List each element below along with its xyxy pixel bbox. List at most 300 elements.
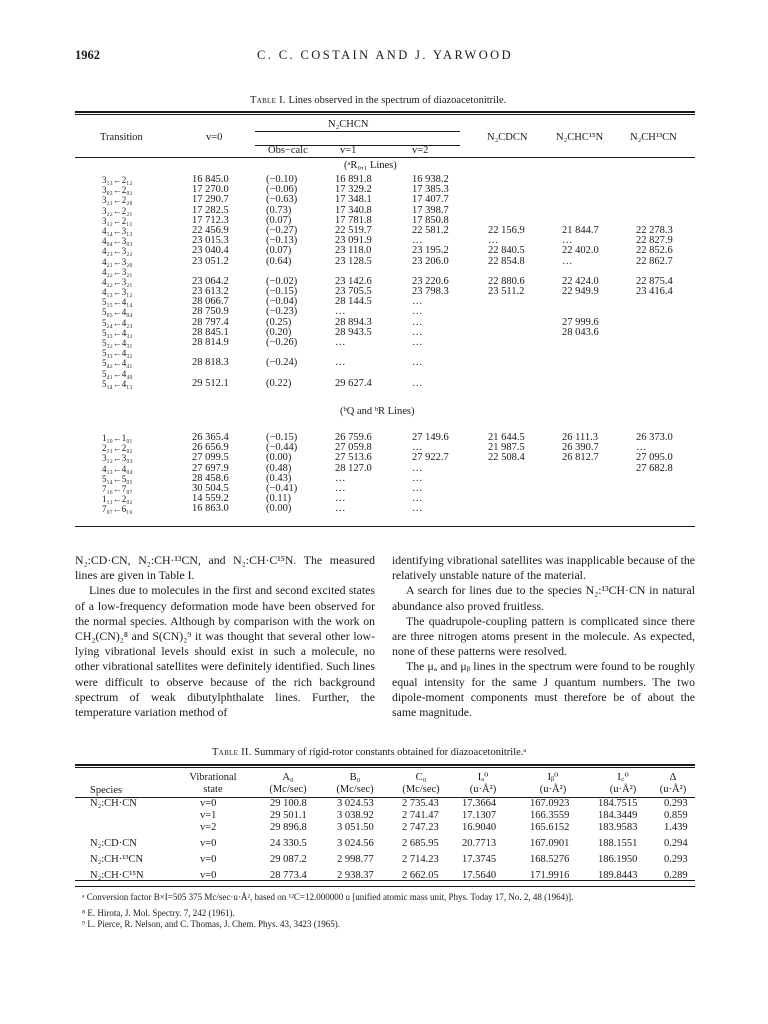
table1-cell: 5₁₄←5₀₅ [102,473,133,484]
table1-cell: 5₁₅←4₁₄ [102,297,133,308]
table1-cell: 27 922.7 [412,452,449,464]
table1-cell: 4₂₁←3₂₀ [102,256,133,267]
table1-cell: 23 142.6 [335,275,372,287]
table1-cell: 3₂₂←2₂₁ [102,205,133,216]
table1-cell: 17 407.7 [412,194,449,206]
table1-cell: 27 513.6 [335,452,372,464]
table2-cell-ia: 17.1307 [462,810,497,821]
table2-header-a0: A₀ (Mc/sec) [269,772,307,795]
body-left-para-1: N₂:CD·CN, N₂:CH·¹³CN, and N₂:CH·C¹⁵N. The measured lines are given in Table I. [75,553,375,583]
page-header [75,48,695,64]
table1-cell [636,379,673,389]
table2-cell-species: N₂:CH·¹³CN [90,854,144,865]
table1-cell: 17 398.7 [412,204,449,216]
table1-col-v2-b [412,433,449,515]
table1-cell: 3₂₁←2₂₀ [102,195,133,206]
table2-caption [212,747,526,758]
table2-cell-b0: 2 938.37 [337,870,374,881]
table2-cell-ic: 186.1950 [598,854,638,865]
table1-group-rule [255,131,460,132]
table1-cell: 23 064.2 [192,275,229,287]
table1-cell: 22 424.0 [562,275,599,287]
table1-cell: … [412,306,423,318]
table1-cell: 17 282.5 [192,204,229,216]
table1-cell [636,175,673,185]
table1-cell: 22 519.7 [335,224,372,236]
table2-cell-delta: 0.289 [664,870,688,881]
table1-cell: (−0.04) [266,296,298,308]
table2-footnote-a: ᵃ Conversion factor B×I=505 375 Mc/sec·u·Å², based on ¹²C=12.000000 u [unified atomic mass unit, Phys. Today 17, No. 2, 48 (1964)]. [82,892,574,902]
table1-cell [636,318,673,328]
table2-cell-species: N₂:CH·CN [90,798,137,809]
table1-col-transition-b [102,433,133,515]
table1-col-n2cdcn-b [488,433,525,515]
table2-cell-a0: 29 896.8 [270,822,307,833]
table1-col-n2cdcn-a [488,175,525,389]
table2-cell-ia: 17.3745 [462,854,497,865]
table1-cell [562,348,599,358]
table1-cell [636,195,673,205]
table1-cell: … [412,357,423,369]
table1-cell [488,504,525,514]
table2-cell-b0: 3 024.53 [337,798,374,809]
table1-cell: (−0.63) [266,194,298,206]
table2-label: Table II. [212,747,252,758]
table2-cell-vib: v=1 [200,810,217,821]
table2-cell-ic: 184.7515 [598,798,638,809]
table1-cell [562,338,599,348]
table2-cell-delta: 0.859 [664,810,688,821]
table2-cell-ib: 167.0901 [530,838,570,849]
table1-cell: 27 149.6 [412,432,449,443]
body-left-para-2: Lines due to molecules in the first and second excited states of a low-frequency deformation mode have been observed for the normal species. Although by comparison with the work on CH₂(CN)₂⁸ and S(CN)₂⁹ it was thought that several other low-lying vibrational levels should exist in such a molecule, no other vibrational satellites were definitely identified. Such lines were difficult to observe because of the rich background spectrum of weak dibutylphthalate lines. Further, the temperature variation method of [75,583,375,720]
table1-col-v0-b [192,433,229,515]
table2-header-vib: Vibrational state [189,772,237,795]
table1-cell: 28 127.0 [335,462,372,474]
table1-col-transition-a [102,175,133,389]
table1-cell: 27 059.8 [335,442,372,454]
table1-cell: 3₁₃←2₁₂ [102,175,133,185]
footnote-9: ⁹ L. Pierce, R. Nelson, and C. Thomas, J. Chem. Phys. 43, 3423 (1965). [82,919,340,929]
table1-cell: 21 844.7 [562,224,599,236]
table1-top-rule [75,111,695,113]
table1-cell: (0.43) [266,472,292,484]
table2-cell-c0: 2 747.23 [402,822,439,833]
table1-cell: 1₁₀←1₀₁ [102,433,133,443]
table1-cell: … [562,255,573,267]
body-right-para-2: A search for lines due to the species N₂:¹³CH·CN in natural abundance also proved fruitless. [392,583,695,613]
table1-cell [488,484,525,494]
table1-cell: 23 613.2 [192,286,229,298]
table1-cell [562,494,599,504]
table2-header-ia: Iₐ⁰ (u·Å²) [469,772,497,795]
table1-cell [488,369,525,379]
table2-header-ic: I꜀⁰ (u·Å²) [609,772,637,795]
table1-col-n2chc15n-b [562,433,599,515]
table2-cell-c0: 2 714.23 [402,854,439,865]
table1-cell: 21 644.5 [488,432,525,443]
table1-cell: 4₂₃←3₂₂ [102,246,133,257]
table1-cell: 4₁₄←3₁₃ [102,225,133,236]
table1-cell: 16 938.2 [412,174,449,185]
table1-cell: (0.00) [266,503,292,515]
table1-cell: 5₃₂←4₃₁ [102,338,133,348]
table2-cell-ic: 184.3449 [598,810,638,821]
table1-cell: … [335,337,346,348]
table1-cell [562,484,599,494]
table1-cell: (0.07) [266,214,292,226]
table1-cell: 23 091.9 [335,235,372,247]
table2-cell-vib: v=0 [200,838,217,849]
table2-header-species: Species [90,785,123,796]
table1-cell: 28 943.5 [335,326,372,338]
table1-cell: … [412,296,423,308]
table1-cell [488,464,525,474]
body-right-para-1: identifying vibrational satellites was inapplicable because of the relatively unstable nature of the material. [392,553,695,583]
table1-cell: 27 099.5 [192,452,229,464]
table1-cell: (−0.41) [266,482,298,494]
table1-cell: … [412,472,423,484]
table2-cell-vib: v=0 [200,870,217,881]
table2-cell-delta: 0.293 [664,854,688,865]
table1-col-n2c13hcn-b [636,433,673,515]
table1-cell [636,297,673,307]
table1-header-v2: v=2 [412,145,429,156]
table1-top-rule-2 [75,114,695,115]
table2-cell-b0: 3 051.50 [337,822,374,833]
table1-cell [562,464,599,474]
table1-cell: (−0.24) [266,357,298,369]
body-right-para-3: The quadrupole-coupling pattern is complicated since there are three nitrogen atoms present in the molecule. As expected, none of these patterns were resolved. [392,613,695,659]
table1-cell: … [412,482,423,494]
table2-cell-b0: 2 998.77 [337,854,374,865]
table1-header-v0: v=0 [206,132,223,143]
table1-cell: (−0.15) [266,432,298,443]
table1-cell [636,338,673,348]
table1-cell: 7₀₇←6₁₆ [102,504,133,515]
table1-cell [636,369,673,379]
table2-cell-a0: 29 100.8 [270,798,307,809]
table1-cell: 5₁₄←4₁₃ [102,378,133,389]
table1-cell: (0.22) [266,377,292,389]
table1-cell: 27 999.6 [562,316,599,328]
table1-cell: (0.20) [266,326,292,338]
table1-cell [562,175,599,185]
table2-cell-a0: 24 330.5 [270,838,307,849]
table1-cell: 4₁₃←4₀₄ [102,463,133,474]
table1-cell [636,206,673,216]
table1-cell: 17 712.3 [192,214,229,226]
table1-cell [636,504,673,514]
footnote-8: ⁸ E. Hirota, J. Mol. Spectry. 7, 242 (1961). [82,908,235,918]
table1-cell: 22 949.9 [562,286,599,298]
table1-cell: … [562,235,573,247]
table1-cell [636,185,673,195]
table1-cell [562,474,599,484]
table1-cell: … [412,316,423,328]
table2-cell-vib: v=2 [200,822,217,833]
table2-cell-c0: 2 741.47 [402,810,439,821]
table2-cell-delta: 1.439 [664,822,688,833]
table1-caption [250,95,506,106]
table2-cell-ia: 17.5640 [462,870,497,881]
table1-cell: (0.64) [266,255,292,267]
table1-cell: 22 840.5 [488,245,525,257]
body-column-left [75,553,375,720]
table1-col-obscalc-b [266,433,297,515]
table1-cell: 28 818.3 [192,357,229,369]
table1-cell: 29 512.1 [192,377,229,389]
table1-cell: 28 144.5 [335,296,372,308]
table1-cell: 28 814.9 [192,337,229,348]
table1-col-obscalc-a [266,175,297,389]
table1-cell: (0.48) [266,462,292,474]
body-column-right [392,553,695,720]
table1-cell: 21 987.5 [488,442,525,454]
table1-section-b: (ᵇQ and ᵇR Lines) [340,406,415,417]
table1-cell: (−0.13) [266,235,298,247]
table1-cell [562,504,599,514]
table1-cell: 7₁₆←7₀₇ [102,483,133,494]
table1-cell: 23 128.5 [335,255,372,267]
table1-cell: 29 627.4 [335,377,372,389]
table1-cell: 4₁₃←3₁₂ [102,287,133,298]
table1-cell: 27 095.0 [636,452,673,464]
table2-header-b0: B₀ (Mc/sec) [336,772,374,795]
body-right-para-4: The μₐ and μᵦ lines in the spectrum were found to be roughly equal intensity for the same J quantum numbers. The two dipole-moment components must therefore be of about the same magnitude. [392,659,695,720]
table1-cell: 3₁₂←2₁₁ [102,215,133,226]
table1-cell: (0.00) [266,452,292,464]
table2-cell-delta: 0.294 [664,838,688,849]
table1-cell: 22 875.4 [636,275,673,287]
table1-cell: (0.73) [266,204,292,216]
table1-cell: 28 845.1 [192,326,229,338]
table2-cell-ib: 168.5276 [530,854,570,865]
table1-cell: 17 290.7 [192,194,229,206]
table1-cell: … [412,337,423,348]
table1-cell: 26 656.9 [192,442,229,454]
table1-caption-text: Lines observed in the spectrum of diazoacetonitrile. [288,95,507,106]
table1-cell: 17 348.1 [335,194,372,206]
table1-cell: (0.25) [266,316,292,328]
table1-cell: 23 040.4 [192,245,229,257]
table1-cell: 14 559.2 [192,493,229,505]
table2-header-c0: C₀ (Mc/sec) [402,772,440,795]
table1-cell: … [412,377,423,389]
table1-header-n2chcn: N₂CHCN [328,119,369,130]
table2-cell-ic: 189.8443 [598,870,638,881]
table2-cell-vib: v=0 [200,854,217,865]
table1-cell: 22 880.6 [488,275,525,287]
table1-cell: 23 206.0 [412,255,449,267]
table1-cell: 17 385.3 [412,184,449,196]
table1-cell: 23 798.3 [412,286,449,298]
table1-label: Table I. [250,95,286,106]
table1-cell: 26 759.6 [335,432,372,443]
table1-cell: (−0.23) [266,306,298,318]
table1-header-n2chc15n: N₂CHC¹⁵N [556,132,604,143]
table1-cell [488,379,525,389]
table1-cell [488,297,525,307]
table1-cell: 26 390.7 [562,442,599,454]
table1-cell: (0.11) [266,493,291,505]
table1-cell: 26 365.4 [192,432,229,443]
table1-cell [636,358,673,368]
table1-cell: … [412,462,423,474]
table1-cell: 4₂₂←3₂₁ [102,266,133,277]
table1-header-v1: v=1 [340,145,357,156]
table1-cell [488,328,525,338]
table1-cell: … [412,326,423,338]
table2-header-ib: Iᵦ⁰ (u·Å²) [539,772,567,795]
table1-cell: … [335,482,346,494]
table1-cell [562,358,599,368]
table1-cell [488,206,525,216]
table1-cell: … [335,306,346,318]
table1-cell: 17 340.8 [335,204,372,216]
table1-cell [488,185,525,195]
table1-cell [488,494,525,504]
table1-section-a: (ᵃR₀,₁ Lines) [344,160,397,171]
table1-col-v0-a [192,175,229,389]
table1-cell: 22 862.7 [636,255,673,267]
table1-cell: … [335,357,346,369]
table1-cell: 22 456.9 [192,224,229,236]
table2-cell-a0: 29 087.2 [270,854,307,865]
table2-cell-vib: v=0 [200,798,217,809]
table1-cell: 4₀₄←3₀₃ [102,236,133,247]
table1-cell: (−0.10) [266,174,298,185]
table1-cell [488,338,525,348]
table1-cell [562,206,599,216]
table1-cell: 26 111.3 [562,432,598,443]
table1-header-transition: Transition [100,132,143,143]
table1-cell: 17 270.0 [192,184,229,196]
table1-col-v1-b [335,433,372,515]
table1-cell: 5₂₄←4₂₃ [102,317,133,328]
table1-cell: 17 850.8 [412,214,449,226]
table1-cell: 26 812.7 [562,452,599,464]
table1-cell: 5₄₂←4₄₁ [102,358,133,369]
table1-cell: 4₂₂←3₂₁ [102,276,133,287]
table1-cell: 23 416.4 [636,286,673,298]
table1-cell [562,185,599,195]
table1-cell: 23 705.5 [335,286,372,298]
table2-cell-species: N₂:CD·CN [90,838,137,849]
table2-cell-ib: 165.6152 [530,822,570,833]
table1-cell: 28 894.3 [335,316,372,328]
table1-cell [488,175,525,185]
table1-cell: 28 043.6 [562,326,599,338]
table1-cell [636,484,673,494]
table1-col-n2c13hcn-a [636,175,673,389]
table1-cell: 16 863.0 [192,503,229,515]
table1-cell: 28 750.9 [192,306,229,318]
table1-cell: 3₀₃←2₀₂ [102,185,133,196]
table1-cell: 23 220.6 [412,275,449,287]
table2-caption-text: Summary of rigid-rotor constants obtained for diazoacetonitrile.ᵃ [254,747,527,758]
table1-cell: 22 278.3 [636,224,673,236]
table1-col-v2-a [412,175,449,389]
table1-cell: … [488,235,499,247]
table1-cell: … [335,472,346,484]
table1-cell: 28 458.6 [192,472,229,484]
table1-cell [636,494,673,504]
table1-cell: (−0.06) [266,184,298,196]
table1-cell [562,297,599,307]
table1-cell: 27 682.8 [636,462,673,474]
table1-cell: 23 511.2 [488,286,525,298]
table1-cell: 17 781.8 [335,214,372,226]
table1-cell: … [412,493,423,505]
table1-cell: … [335,503,346,515]
table1-cell: 22 508.4 [488,452,525,464]
table1-cell: (−0.44) [266,442,298,454]
table1-cell: 16 891.8 [335,174,372,185]
table1-cell: 16 845.0 [192,174,229,185]
table2-cell-ib: 166.3559 [530,810,570,821]
table1-cell: 22 402.0 [562,245,599,257]
table1-cell: 17 329.2 [335,184,372,196]
table1-cell: … [412,503,423,515]
table1-cell: 5₀₅←4₀₄ [102,307,133,318]
table2-header-delta: Δ (u·Å²) [659,772,687,795]
table1-cell [488,318,525,328]
table2-cell-ib: 171.9916 [530,870,570,881]
table1-cell: 22 581.2 [412,224,449,236]
footnote-rule [75,886,695,887]
table2-cell-b0: 3 038.92 [337,810,374,821]
table1-col-v1-a [335,175,372,389]
table1-cell [562,379,599,389]
table1-cell: 22 827.9 [636,235,673,247]
table1-header-n2c13hcn: N₂CH¹³CN [630,132,677,143]
table1-cell [562,195,599,205]
table1-cell [488,474,525,484]
table1-cell: (−0.26) [266,337,298,348]
table2-cell-a0: 28 773.4 [270,870,307,881]
table1-bottom-rule [75,526,695,527]
table1-cell: (−0.15) [266,286,298,298]
table1-cell: 23 195.2 [412,245,449,257]
table1-cell: 5₄₁←4₄₀ [102,368,133,379]
table1-cell: 26 373.0 [636,432,673,443]
table1-cell: (−0.02) [266,275,298,287]
table1-cell [488,358,525,368]
table1-cell: 28 797.4 [192,316,229,328]
table2-cell-c0: 2 735.43 [402,798,439,809]
table1-cell: 23 118.0 [335,245,372,257]
table1-cell: … [412,235,423,247]
page-number: 1962 [75,48,100,62]
table2-top-rule-2 [75,767,695,768]
table2-cell-b0: 3 024.56 [337,838,374,849]
table1-cell [562,369,599,379]
table1-header-rule [75,157,695,158]
table1-cell [488,307,525,317]
table2-top-rule [75,764,695,766]
table2-cell-delta: 0.293 [664,798,688,809]
table1-cell: … [636,442,647,454]
table1-cell: 22 854.8 [488,255,525,267]
table1-cell [636,307,673,317]
table1-cell [488,195,525,205]
table1-cell: 28 066.7 [192,296,229,308]
table1-cell [488,348,525,358]
table1-cell: 2₁₁←2₀₂ [102,443,133,454]
table1-cell: 23 015.3 [192,235,229,247]
table2-cell-ia: 20.7713 [462,838,497,849]
